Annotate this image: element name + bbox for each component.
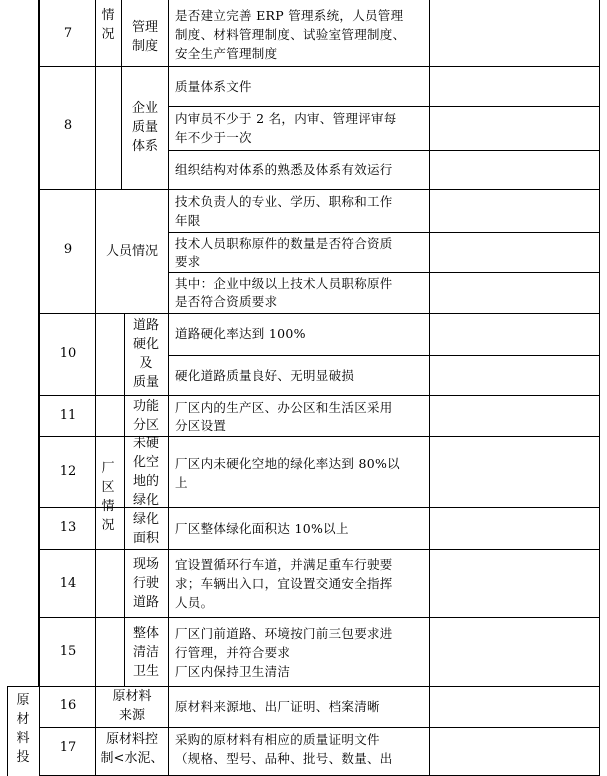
grid-line [39,727,600,728]
group-label-plant: 厂 区 情 况 [101,461,115,533]
requirement-text: 制度、材料管理制度、试验室管理制度、 [175,27,406,42]
requirement-text: （规格、型号、品种、批号、数量、出 [175,751,393,766]
row-number: 11 [59,408,77,423]
grid-line [168,355,600,356]
row-number: 9 [63,242,73,257]
requirement-text: 上 [175,475,188,490]
grid-line [39,0,40,776]
item-label: 企业 质量 体系 [131,101,158,154]
requirement-text: 是否符合资质要求 [175,294,278,309]
grid-line [95,0,96,776]
requirement-text: 技术人员职称原件的数量是否符合资质 [175,236,393,251]
requirement-text: 厂区内未硬化空地的绿化率达到 80%以 [175,456,400,471]
item-label: 原材料 来源 [112,689,152,723]
row-number: 14 [59,576,77,591]
requirement-text: 年限 [175,213,201,228]
requirement-text: 行管理，并符合要求 [175,645,291,660]
requirement-text: 硬化道路质量良好、无明显破损 [175,368,355,383]
requirement-text: 厂区门前道路、环境按门前三包要求进 [175,626,393,641]
grid-line [39,549,600,550]
requirement-text: 厂区整体绿化面积达 10%以上 [175,521,349,536]
requirement-text: 人员。 [175,595,214,610]
row-number: 15 [59,644,77,659]
grid-line [39,313,600,314]
item-label: 道路 硬化 及 质量 [132,318,159,390]
grid-line [168,0,169,776]
grid-line [168,232,600,233]
item-label: 管理 制度 [131,20,158,54]
row-number: 8 [63,118,73,133]
grid-line [168,106,600,107]
requirement-text: 安全生产管理制度 [175,46,278,61]
requirement-text: 求；车辆出入口，宜设置交通安全指挥 [175,576,393,591]
requirement-text: 厂区内保持卫生清洁 [175,664,291,679]
requirement-text: 采购的原材料有相应的质量证明文件 [175,732,380,747]
requirement-text: 宜设置循环行车道，并满足重车行驶要 [175,557,393,572]
item-label: 原材料控 制<水泥、 [100,732,164,766]
grid-line [39,617,600,618]
grid-line [429,0,430,776]
item-label: 绿化 面积 [132,512,159,546]
group-label-raw-material: 原 材 料 投 [16,693,30,765]
requirement-text: 年不少于一次 [175,130,252,145]
group-label-situation: 情 况 [101,8,115,42]
requirement-text: 其中：企业中级以上技术人员职称原件 [175,276,393,291]
grid-line [599,0,600,776]
item-label: 现场 行驶 道路 [132,557,159,610]
grid-line [39,395,600,396]
item-label: 未硬 化空 地的 绿化 [132,436,159,508]
grid-line [7,686,8,776]
grid-line [168,272,600,273]
requirement-text: 内审员不少于 2 名，内审、管理评审每 [175,111,397,126]
grid-line [39,189,600,190]
requirement-text: 厂区内的生产区、办公区和生活区采用 [175,400,393,415]
requirement-text: 原材料来源地、出厂证明、档案清晰 [175,699,380,714]
grid-line [168,150,600,151]
row-number: 12 [59,464,77,479]
requirement-text: 道路硬化率达到 100% [175,326,306,341]
row-number: 7 [63,26,73,41]
row-number: 16 [59,698,77,713]
requirement-text: 是否建立完善 ERP 管理系统，人员管理 [175,8,404,23]
item-label: 功能 分区 [132,399,159,433]
row-number: 10 [59,346,77,361]
row-number: 13 [59,520,77,535]
item-label: 人员情况 [105,244,158,259]
requirement-text: 要求 [175,254,201,269]
item-label: 整体 清洁 卫生 [132,626,159,679]
row-number: 17 [59,740,77,755]
requirement-text: 技术负责人的专业、学历、职称和工作 [175,194,393,209]
requirement-text: 分区设置 [175,418,227,433]
requirement-text: 组织结构对体系的熟悉及体系有效运行 [175,162,393,177]
requirement-text: 质量体系文件 [175,79,252,94]
grid-line [39,66,600,67]
